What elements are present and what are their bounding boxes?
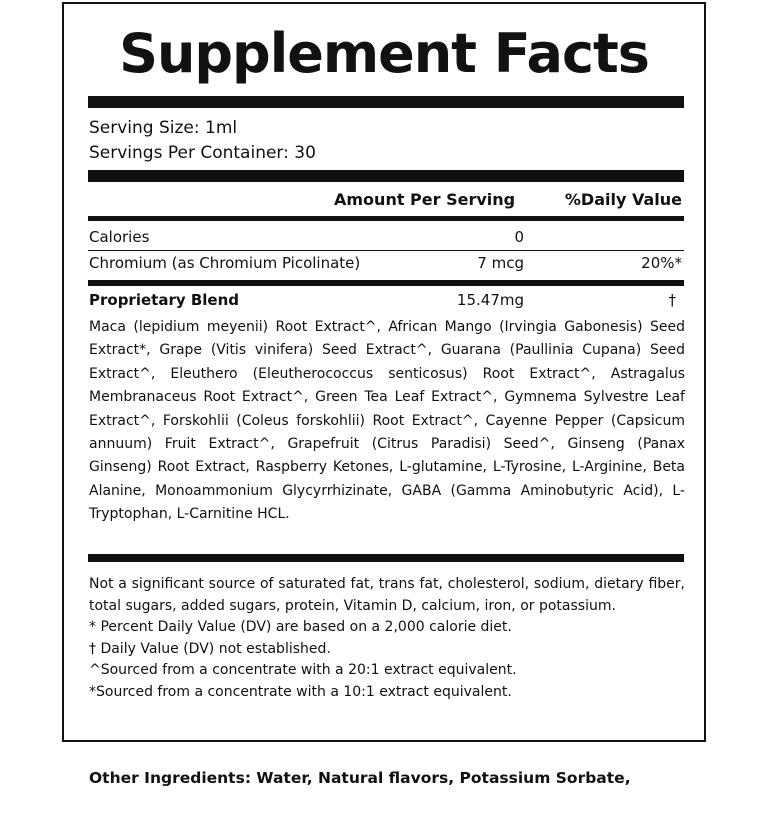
medium-divider-blend bbox=[88, 280, 684, 286]
other-ingredients: Other Ingredients: Water, Natural flavors, Potassium Sorbate, bbox=[89, 769, 631, 787]
blend-name: Proprietary Blend bbox=[89, 291, 239, 309]
footnote-percent-dv: * Percent Daily Value (DV) are based on a 2,000 calorie diet. bbox=[89, 619, 512, 635]
row-calories-amount: 0 bbox=[514, 228, 524, 246]
medium-divider-header bbox=[88, 216, 684, 221]
serving-size: Serving Size: 1ml bbox=[89, 118, 238, 138]
footnote-not-significant: Not a significant source of saturated fat, trans fat, cholesterol, sodium, dietary fiber, total sugars, added sugars, protein, Vitamin D, calcium, iron, or potassium. bbox=[89, 576, 685, 614]
thick-divider-serving bbox=[88, 170, 684, 182]
thick-divider-footnotes bbox=[88, 554, 684, 562]
row-chromium-name: Chromium (as Chromium Picolinate) bbox=[89, 254, 361, 272]
servings-per-container: Servings Per Container: 30 bbox=[89, 143, 316, 163]
footnotes bbox=[89, 574, 685, 703]
blend-ingredients: Maca (lepidium meyenii) Root Extract^, African Mango (Irvingia Gabonesis) Seed Extract*, Grape (Vitis vinifera) Seed Extract^, Guarana (Paullinia Cupana) Seed Extract^, Eleuthero (Eleutherococcus senticosus) Root Extract^, Astragalus Membranaceus Root Extract^, Green Tea Leaf Extract^, Gymnema Sylvestre Leaf Extract^, Forskohlii (Coleus forskohlii) Root Extract^, Cayenne Pepper (Capsicum annuum) Fruit Extract^, Grapefruit (Citrus Paradisi) Seed^, Ginseng (Panax Ginseng) Root Extract, Raspberry Ketones, L-glutamine, L-Tyrosine, L-Arginine, Beta Alanine, Monoammonium Glycyrrhizinate, GABA (Gamma Aminobutyric Acid), L-Tryptophan, L-Carnitine HCL. bbox=[89, 319, 685, 523]
panel-title: Supplement Facts bbox=[119, 22, 649, 85]
supplement-facts-panel bbox=[62, 2, 706, 742]
amount-per-serving-header: Amount Per Serving bbox=[334, 190, 516, 209]
daily-value-header: %Daily Value bbox=[564, 190, 682, 209]
footnote-dv-not-established: † Daily Value (DV) not established. bbox=[89, 640, 331, 657]
blend-dv: † bbox=[668, 291, 676, 309]
footnote-concentrate-20: ^Sourced from a concentrate with a 20:1 extract equivalent. bbox=[89, 662, 517, 678]
thick-divider-top bbox=[88, 96, 684, 108]
row-chromium-dv: 20%* bbox=[641, 254, 682, 272]
row-chromium-amount: 7 mcg bbox=[477, 254, 524, 272]
footnote-concentrate-10: *Sourced from a concentrate with a 10:1 extract equivalent. bbox=[89, 683, 512, 700]
thin-divider-calories bbox=[88, 250, 684, 251]
blend-amount: 15.47mg bbox=[456, 291, 524, 309]
row-calories-name: Calories bbox=[89, 228, 150, 246]
